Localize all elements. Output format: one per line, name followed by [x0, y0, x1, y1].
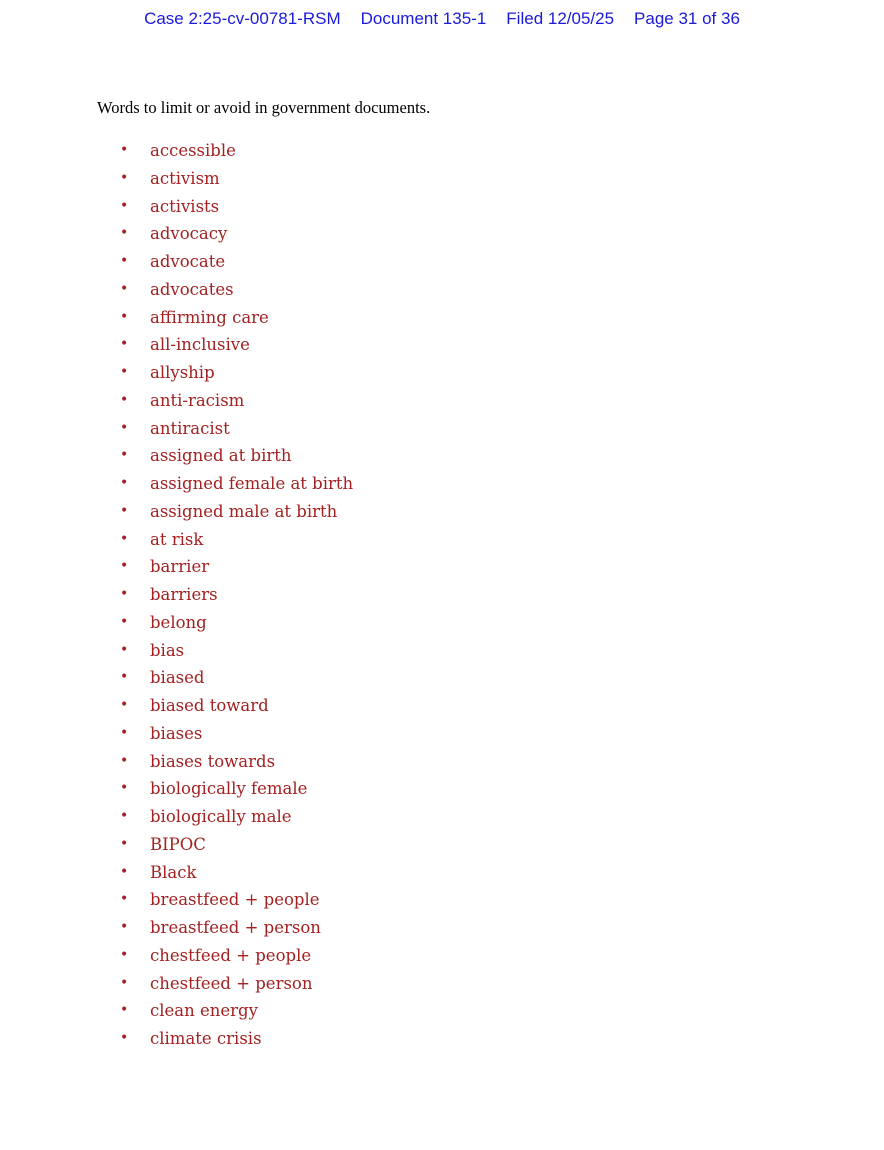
- bullet-icon: •: [120, 1030, 129, 1046]
- list-item-word: barrier: [150, 557, 210, 577]
- list-item-word: biologically male: [150, 807, 292, 826]
- list-item-word: activists: [150, 196, 220, 216]
- list-item-word: assigned female at birth: [150, 474, 354, 493]
- bullet-icon: •: [120, 863, 129, 880]
- bullet-icon: •: [120, 808, 129, 824]
- list-item-word: BIPOC: [150, 834, 206, 854]
- bullet-icon: •: [120, 253, 129, 269]
- bullet-icon: •: [120, 364, 129, 380]
- list-item-word: advocates: [150, 279, 234, 299]
- document-number: Document 135-1: [360, 9, 487, 28]
- list-item-word: affirming care: [150, 307, 269, 327]
- bullet-icon: •: [120, 530, 129, 547]
- bullet-icon: •: [120, 280, 129, 297]
- list-item-word: assigned at birth: [150, 446, 292, 466]
- bullet-icon: •: [120, 308, 129, 325]
- bullet-icon: •: [120, 974, 129, 991]
- list-item-word: chestfeed + person: [150, 973, 313, 993]
- bullet-icon: •: [120, 752, 129, 769]
- bullet-icon: •: [120, 225, 129, 242]
- list-item-word: assigned male at birth: [150, 501, 338, 521]
- bullet-icon: •: [120, 475, 129, 491]
- list-item-word: accessible: [150, 141, 236, 160]
- bullet-icon: •: [120, 391, 129, 408]
- case-number: Case 2:25-cv-00781-RSM: [144, 9, 341, 28]
- list-item-word: all-inclusive: [150, 335, 250, 355]
- list-item-word: clean energy: [150, 1001, 258, 1021]
- list-item-word: anti-racism: [150, 390, 245, 410]
- list-item-word: climate crisis: [150, 1029, 262, 1048]
- bullet-icon: •: [120, 780, 129, 797]
- list-item-word: activism: [150, 168, 220, 188]
- list-item-word: Black: [150, 862, 197, 882]
- list-item-word: advocate: [150, 252, 226, 271]
- bullet-icon: •: [120, 502, 129, 519]
- list-item-word: biases: [150, 723, 203, 743]
- list-item-word: breastfeed + person: [150, 918, 321, 937]
- list-item-word: breastfeed + people: [150, 890, 320, 910]
- list-item-word: allyship: [150, 363, 215, 382]
- list-item-word: biologically female: [150, 779, 308, 799]
- bullet-icon: •: [120, 197, 129, 214]
- list-item-word: barriers: [150, 585, 218, 604]
- intro-text: Words to limit or avoid in government documents.: [97, 98, 431, 117]
- bullet-icon: •: [120, 336, 129, 353]
- bullet-icon: •: [120, 169, 129, 186]
- bullet-icon: •: [120, 919, 129, 935]
- list-item-word: advocacy: [150, 224, 228, 244]
- list-item-word: chestfeed + people: [150, 945, 312, 965]
- list-item-word: at risk: [150, 529, 204, 549]
- bullet-icon: •: [120, 558, 129, 575]
- filed-date: Filed 12/05/25: [506, 9, 615, 28]
- bullet-icon: •: [120, 724, 129, 741]
- bullet-icon: •: [120, 697, 129, 713]
- bullet-icon: •: [120, 891, 129, 908]
- list-item-word: biased: [150, 668, 205, 688]
- bullet-icon: •: [120, 669, 129, 686]
- list-item-word: belong: [150, 612, 207, 632]
- bullet-icon: •: [120, 142, 129, 158]
- page-number: Page 31 of 36: [634, 9, 740, 28]
- bullet-icon: •: [120, 1002, 129, 1019]
- list-item-word: bias: [150, 640, 185, 660]
- list-item-word: antiracist: [150, 418, 230, 438]
- list-item-word: biases towards: [150, 751, 276, 771]
- bullet-icon: •: [120, 447, 129, 464]
- bullet-icon: •: [120, 946, 129, 963]
- bullet-icon: •: [120, 613, 129, 630]
- bullet-icon: •: [120, 641, 129, 658]
- bullet-icon: •: [120, 419, 129, 436]
- case-header: [0, 8, 884, 30]
- bullet-icon: •: [120, 835, 129, 852]
- list-item-word: biased toward: [150, 696, 269, 715]
- bullet-icon: •: [120, 586, 129, 602]
